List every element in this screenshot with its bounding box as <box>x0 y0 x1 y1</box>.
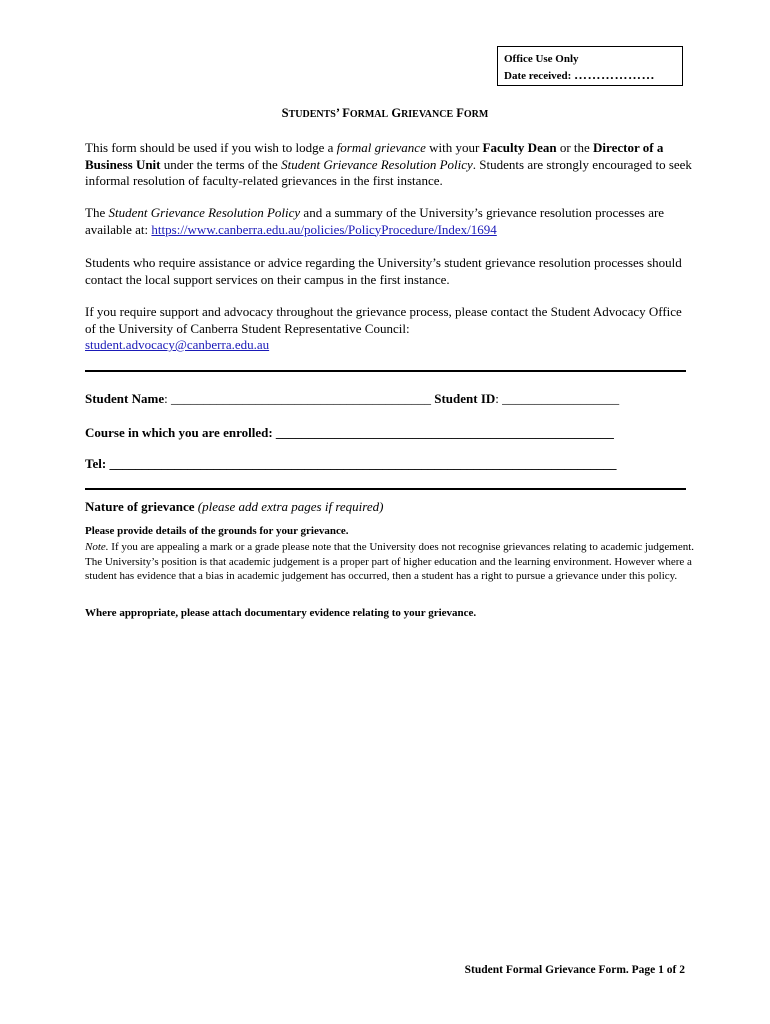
tel-row <box>85 456 695 472</box>
advocacy-email-link[interactable]: student.advocacy@canberra.edu.au <box>85 337 270 352</box>
attach-evidence-note: Where appropriate, please attach documentary evidence relating to your grievance. <box>85 607 477 619</box>
grievance-heading: Nature of grievance (please add extra pages if required) <box>85 499 384 514</box>
section-divider-bottom <box>85 488 686 490</box>
student-id-field[interactable]: : __________________ <box>495 391 620 406</box>
student-name-label: Student Name <box>85 391 165 406</box>
course-row <box>85 425 695 441</box>
intro-paragraph-4: If you require support and advocacy throughout the grievance process, please contact the Student Advocacy Office of the University of Canberra Student Representative Council: student.advocacy@canberra.edu.au <box>85 304 682 352</box>
date-received-label: Date received: <box>504 70 572 82</box>
course-field[interactable]: ____________________________________________________ <box>275 425 614 440</box>
page-footer: Student Formal Grievance Form. Page 1 of 2 <box>464 964 685 976</box>
office-use-label: Office Use Only <box>504 53 579 65</box>
student-name-field[interactable]: : ________________________________________ <box>164 391 431 406</box>
intro-paragraph-3: Students who require assistance or advice regarding the University’s student grievance resolution processes should contact the local support services on their campus in the first instance. <box>85 255 682 287</box>
tel-label: Tel: <box>85 456 110 471</box>
intro-paragraph-1: This form should be used if you wish to lodge a formal grievance with your Faculty Dean or the Director of a Business Unit under the terms of the Student Grievance Resolution Policy. Students are strongly encouraged to seek informal resolution of faculty-related grievances in the first instance. <box>85 140 692 188</box>
date-received-row <box>504 67 676 84</box>
policy-link[interactable]: https://www.canberra.edu.au/policies/PolicyProcedure/Index/1694 <box>151 221 497 237</box>
tel-field[interactable]: ______________________________________________________________________________ <box>109 456 617 471</box>
course-label: Course in which you are enrolled: <box>85 425 276 440</box>
intro-paragraph-2: The Student Grievance Resolution Policy and a summary of the University’s grievance resolution processes are available at: https://www.canberra.edu.au/policies/PolicyProcedure/Index/1694 <box>85 205 665 237</box>
grievance-note: Note. If you are appealing a mark or a grade please note that the University does not recognise grievances relating to academic judgement. The University’s position is that academic judgement is a proper part of higher education and the learning environment. However where a student has evidence that a bias in academic judgement has occurred, then a student has a right to pursue a grievance under this policy. <box>85 541 695 582</box>
form-title: STUDENTS’ FORMAL GRIEVANCE FORM <box>281 106 489 120</box>
grievance-instruction: Please provide details of the grounds for your grievance. <box>85 525 349 537</box>
date-received-value: ……………… <box>574 67 656 82</box>
section-divider-top <box>85 370 686 372</box>
student-id-label: Student ID <box>430 391 496 406</box>
office-use-box <box>497 46 683 86</box>
student-name-id-row <box>85 391 695 407</box>
